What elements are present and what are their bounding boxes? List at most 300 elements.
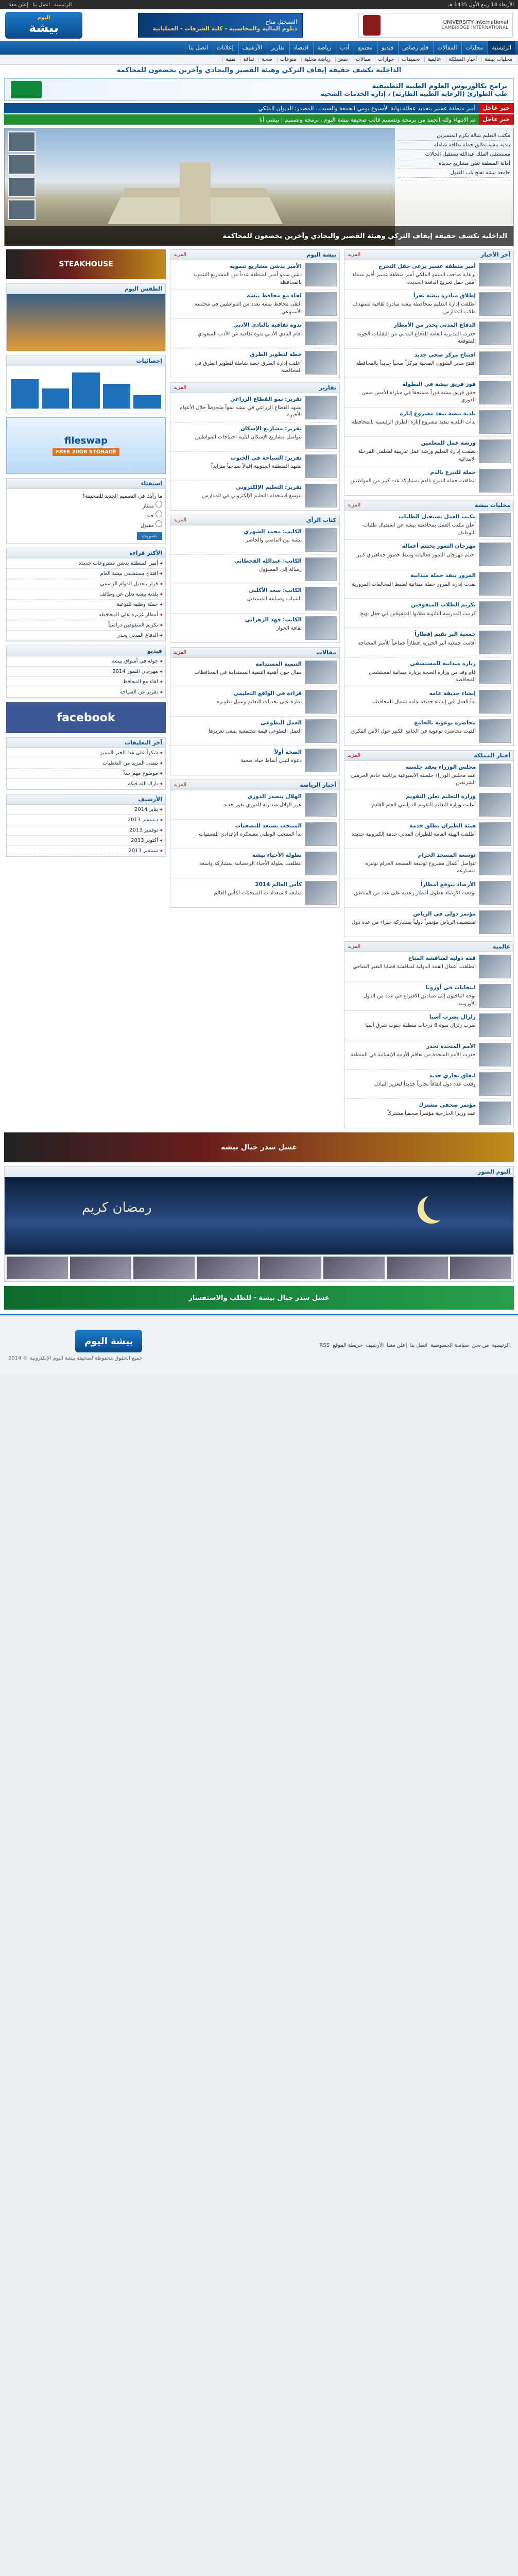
news-thumb[interactable] [479, 351, 511, 375]
news-item[interactable] [344, 569, 513, 599]
poll-question: ما رأيك في التصميم الجديد للصحيفة؟ [82, 494, 162, 499]
subnav-item[interactable]: منوعات [277, 57, 299, 62]
news-desc: رسالة إلى المسؤول [259, 567, 302, 573]
hero-side-item[interactable]: مكتب التعليم بتبالة يكرم المتميزين [398, 131, 510, 141]
news-desc: بدأ العمل في إنشاء حديقة عامة شمال المحافظة [372, 699, 476, 705]
hero-side-item[interactable]: مستشفى الملك عبدالله يستقبل الحالات [398, 150, 510, 159]
news-thumb[interactable] [479, 321, 511, 345]
news-thumb[interactable] [305, 263, 337, 286]
news-title[interactable]: ندوة ثقافية بالنادي الأدبي [233, 322, 302, 329]
news-title[interactable]: الصحة أولاً [274, 749, 302, 755]
news-text [347, 984, 476, 1008]
nav-item[interactable]: محليات [461, 41, 487, 55]
news-item[interactable] [344, 349, 513, 378]
news-item[interactable] [344, 1011, 513, 1040]
news-title[interactable]: إنشاء حديقة عامة [429, 690, 476, 697]
news-item[interactable] [344, 908, 513, 937]
news-title[interactable]: قمة دولية لمناقشة المناخ [408, 955, 476, 961]
news-title[interactable]: هيئة الطيران تطلق خدمة [409, 822, 476, 829]
news-item[interactable] [170, 658, 339, 687]
most-read-item[interactable]: ◂ تكريم المتفوقين دراسياً [7, 620, 165, 631]
news-item[interactable] [344, 511, 513, 540]
more-link[interactable]: المزيد [348, 252, 361, 258]
poll-radio[interactable] [156, 501, 162, 507]
hero-thumb[interactable] [8, 154, 36, 175]
box-header [170, 780, 339, 790]
more-link[interactable]: المزيد [348, 752, 361, 758]
gallery-thumb[interactable] [260, 1257, 321, 1279]
nav-item[interactable]: أدب [336, 41, 353, 55]
archive-item[interactable]: ◂ ديسمبر 2013 [7, 815, 165, 825]
news-desc: بدأ المنتخب الوطني معسكره الإعدادي للتصفيات [199, 832, 302, 838]
nav-item[interactable]: اتصل بنا [185, 41, 212, 55]
video-item[interactable]: ◂ جولة في أسواق بيشة [7, 656, 165, 667]
nav-item[interactable]: الأرشيف [238, 41, 266, 55]
news-item[interactable] [344, 761, 513, 790]
news-thumb[interactable] [479, 1013, 511, 1037]
news-thumb[interactable] [479, 764, 511, 787]
news-thumb[interactable] [305, 454, 337, 478]
most-read-item[interactable]: ◂ افتتاح مستشفى بيشة العام [7, 569, 165, 579]
news-thumb[interactable] [305, 616, 337, 640]
news-title[interactable]: الأرصاد تتوقع أمطاراً [420, 881, 476, 888]
news-title[interactable]: الأمم المتحدة تحذر [426, 1043, 476, 1050]
news-item[interactable] [170, 290, 339, 319]
video-item[interactable]: ◂ لقاء مع المحافظ [7, 677, 165, 687]
nav-item[interactable]: رياضة [313, 41, 335, 55]
news-text [352, 910, 476, 934]
footer-link[interactable]: من نحن [472, 1343, 489, 1349]
news-thumb[interactable] [305, 425, 337, 449]
news-thumb[interactable] [479, 572, 511, 596]
news-text [223, 793, 302, 817]
archive-list [7, 805, 165, 856]
nav-item[interactable]: إعلانات [213, 41, 237, 55]
news-thumb[interactable] [479, 543, 511, 566]
footer-link[interactable]: الأرشيف [366, 1343, 384, 1349]
news-thumb[interactable] [305, 852, 337, 875]
gallery-main-image[interactable] [5, 1177, 513, 1255]
news-item[interactable] [170, 260, 339, 290]
news-item[interactable] [170, 422, 339, 452]
video-item[interactable]: ◂ تقرير عن السياحة [7, 687, 165, 698]
most-read-item[interactable]: ◂ بلدية بيشة تعلن عن وظائف [7, 589, 165, 600]
news-desc: دشن سمو أمير المنطقة عدداً من المشاريع التنموية بالمحافظة [193, 272, 302, 285]
top-links [4, 2, 72, 8]
news-item[interactable] [344, 878, 513, 908]
hero-side-item[interactable]: بلدية بيشة تطلق حملة نظافة شاملة [398, 141, 510, 150]
subnav-item[interactable]: حوارات [375, 57, 396, 62]
facebook-widget[interactable]: facebook [6, 702, 166, 733]
footer-link[interactable]: خريطة الموقع [333, 1343, 363, 1349]
archive-item[interactable]: ◂ سبتمبر 2013 [7, 846, 165, 856]
gallery-thumb[interactable] [450, 1257, 511, 1279]
honey-ad[interactable]: عسل سدر جبال بيشة [4, 1132, 514, 1162]
comment-item[interactable]: ◂ موضوع مهم جداً [7, 769, 165, 779]
news-text [217, 690, 302, 714]
news-item[interactable] [170, 820, 339, 849]
more-link[interactable]: المزيد [174, 517, 187, 523]
nav-item[interactable]: مجتمع [354, 41, 376, 55]
archive-item[interactable]: ◂ أكتوبر 2013 [7, 836, 165, 846]
top-link[interactable]: اتصل بنا [32, 2, 50, 8]
news-text [173, 351, 302, 375]
subnav-item[interactable]: شعر [335, 57, 351, 62]
video-item[interactable]: ◂ مهرجان التمور 2014 [7, 667, 165, 677]
most-read-item[interactable]: ◂ أمطار غزيرة على المحافظة [7, 610, 165, 620]
news-title[interactable]: الكاتب: عبدالله القحطاني [234, 557, 302, 564]
top-headline[interactable]: الداخلية تكشف حقيقة إيقاف التركي وهيئة القصير والبجادي وآخرين يخضعون للمحاكمة [0, 65, 518, 76]
news-desc: يشهد القطاع الزراعي في بيشة نمواً ملحوظاً خلال الأعوام الأخيرة [179, 404, 302, 418]
news-title[interactable]: لقاء مع محافظ بيشة [247, 293, 302, 299]
subnav-item[interactable]: رياضة محلية [301, 57, 333, 62]
breaking-ticker-1[interactable] [4, 103, 514, 113]
site-logo[interactable] [5, 12, 82, 39]
news-title[interactable]: مكتب العمل يستقبل الطلبات [399, 514, 476, 520]
news-thumb[interactable] [305, 881, 337, 905]
news-item[interactable] [344, 319, 513, 348]
news-thumb[interactable] [479, 793, 511, 817]
news-item[interactable] [344, 952, 513, 981]
news-item[interactable] [344, 981, 513, 1011]
footer-link[interactable]: اتصل بنا [410, 1343, 428, 1349]
news-text [352, 410, 476, 434]
subnav-item[interactable]: تحقيقات [399, 57, 422, 62]
news-item[interactable] [344, 378, 513, 408]
hero-slider[interactable] [4, 128, 514, 246]
news-title[interactable]: حملة للتبرع بالدم [430, 469, 476, 476]
news-item[interactable] [170, 584, 339, 614]
news-title[interactable]: الكاتب: فهد الزهراني [245, 616, 302, 623]
gallery-thumb[interactable] [70, 1257, 131, 1279]
hero-side-item[interactable]: أمانة المنطقة تعلن مشاريع جديدة [398, 159, 510, 168]
news-title[interactable]: انتخابات في أوروبا [425, 984, 476, 991]
news-thumb[interactable] [305, 292, 337, 316]
news-desc: اختتم مهرجان التمور فعالياته وسط حضور جماهيري كبير [357, 552, 476, 558]
news-item[interactable] [344, 1040, 513, 1070]
footer-link[interactable]: الرئيسية [492, 1343, 510, 1349]
news-title[interactable]: تقرير: السياحة في الجنوب [230, 454, 302, 461]
news-thumb[interactable] [479, 955, 511, 978]
comments-box [6, 737, 166, 790]
news-item[interactable] [344, 687, 513, 717]
news-thumb[interactable] [479, 690, 511, 714]
subnav-item[interactable]: تقنية [222, 57, 238, 62]
poll-box [6, 478, 166, 544]
news-thumb[interactable] [479, 631, 511, 654]
news-item[interactable] [170, 849, 339, 878]
news-text [372, 793, 476, 817]
news-item[interactable] [344, 290, 513, 319]
news-thumb[interactable] [479, 719, 511, 743]
most-read-item[interactable]: ◂ قرار بتعديل الدوام الرسمي [7, 579, 165, 589]
gallery-thumb[interactable] [133, 1257, 195, 1279]
news-item[interactable] [344, 628, 513, 657]
more-link[interactable]: المزيد [174, 252, 187, 258]
news-item[interactable] [170, 393, 339, 422]
news-item[interactable] [170, 348, 339, 377]
fileswap-ad[interactable] [6, 417, 166, 474]
news-title[interactable]: زيارة ميدانية للمستشفى [410, 660, 476, 667]
news-title[interactable]: العمل التطوعي [261, 719, 302, 726]
news-text [347, 660, 476, 684]
news-title[interactable]: افتتاح مركز صحي جديد [414, 351, 476, 358]
news-thumb[interactable] [305, 719, 337, 743]
hero-caption[interactable]: الداخلية تكشف حقيقة إيقاف التركي وهيئة القصير والبجادي وآخرين يخضعون للمحاكمة [5, 226, 513, 246]
news-thumb[interactable] [479, 513, 511, 537]
news-item[interactable] [170, 555, 339, 584]
subnav-item[interactable]: محليات بيشة [481, 57, 515, 62]
more-link[interactable]: المزيد [174, 782, 187, 788]
news-thumb[interactable] [479, 1101, 511, 1125]
news-thumb[interactable] [305, 528, 337, 552]
news-title[interactable]: مجلس الوزراء يعقد جلسته [405, 764, 476, 770]
news-thumb[interactable] [305, 351, 337, 375]
middle-column [170, 249, 340, 1132]
news-title[interactable]: بلدية بيشة تنفذ مشروع إنارة [400, 410, 476, 417]
news-item[interactable] [344, 820, 513, 849]
news-item[interactable] [344, 260, 513, 290]
news-item[interactable] [170, 878, 339, 907]
news-thumb[interactable] [305, 793, 337, 817]
box-header [344, 942, 513, 952]
news-thumb[interactable] [479, 469, 511, 493]
news-thumb[interactable] [305, 321, 337, 345]
news-text [199, 822, 302, 846]
poll-radio[interactable] [156, 511, 162, 517]
news-title[interactable]: إطلاق مبادرة بيشة تقرأ [413, 293, 476, 299]
news-thumb[interactable] [305, 557, 337, 581]
most-read-item[interactable]: ◂ حملة وطنية للتوعية [7, 600, 165, 610]
news-item[interactable] [344, 717, 513, 745]
news-thumb[interactable] [479, 852, 511, 875]
gallery-thumb[interactable] [323, 1257, 385, 1279]
news-thumb[interactable] [479, 263, 511, 286]
poll-option[interactable] [10, 511, 162, 519]
news-thumb[interactable] [305, 822, 337, 846]
news-item[interactable] [344, 466, 513, 495]
nav-item[interactable]: الرئيسية [488, 41, 515, 55]
news-desc: توجه الناخبون إلى صناديق الاقتراع في عدد من الدول الأوروبية [363, 993, 476, 1007]
footer-link[interactable]: RSS [319, 1343, 330, 1349]
footer-link[interactable]: سياسة الخصوصية [430, 1343, 469, 1349]
comment-item[interactable]: ◂ نتمنى المزيد من التغطيات [7, 758, 165, 769]
news-text [347, 321, 476, 345]
stats-chart [7, 366, 165, 413]
archive-item[interactable]: ◂ نوفمبر 2013 [7, 825, 165, 836]
hero-thumb[interactable] [8, 131, 36, 152]
stats-title: إحصائيات [7, 356, 165, 366]
more-link[interactable]: المزيد [174, 384, 187, 391]
news-thumb[interactable] [305, 396, 337, 419]
gallery-thumb[interactable] [7, 1257, 68, 1279]
more-link[interactable]: المزيد [348, 943, 361, 950]
subnav-item[interactable]: مقالات [353, 57, 373, 62]
news-title[interactable]: مهرجان التمور يختتم أعماله [402, 543, 476, 550]
steakhouse-ad[interactable]: STEAKHOUSE [6, 249, 166, 279]
news-text [211, 454, 302, 478]
news-title[interactable]: التنمية المستدامة [255, 660, 302, 667]
subnav-item[interactable]: عالمية [424, 57, 443, 62]
news-thumb[interactable] [305, 587, 337, 611]
news-thumb[interactable] [305, 690, 337, 714]
news-title[interactable]: تقرير: التعليم الإلكتروني [236, 484, 302, 490]
poll-vote-button[interactable]: تصويت [137, 532, 162, 540]
news-title[interactable]: الكاتب: سعد الأكلبي [248, 587, 302, 594]
news-item[interactable] [344, 790, 513, 820]
promo-sub: طب الطوارئ (الرعاية الطبية الطارئة) ، إدارة الخدمات الصحية [320, 90, 507, 97]
nav-item[interactable]: تقارير [267, 41, 288, 55]
news-title[interactable]: مؤتمر صحفي مشترك [418, 1102, 476, 1109]
video-list [7, 656, 165, 698]
news-thumb[interactable] [305, 749, 337, 772]
news-item[interactable] [170, 614, 339, 642]
hero-side-item[interactable]: جامعة بيشة تفتح باب القبول [398, 168, 510, 178]
news-item[interactable] [344, 540, 513, 569]
news-thumb[interactable] [479, 822, 511, 846]
news-thumb[interactable] [479, 439, 511, 463]
news-title[interactable]: توسعة المسجد الحرام [418, 852, 476, 858]
comment-item[interactable]: ◂ بارك الله فيكم [7, 779, 165, 789]
logo-sub: اليوم [37, 15, 50, 21]
footer-copyright: جميع الحقوق محفوظة لصحيفة بيشة اليوم الإلكترونية © 2014 [8, 1355, 143, 1362]
header-banner-ad[interactable] [138, 13, 303, 38]
news-title[interactable]: بطولة الأحياء بيشة [252, 852, 302, 858]
news-text [244, 528, 302, 552]
nav-item[interactable]: فيديو [377, 41, 397, 55]
news-thumb[interactable] [305, 484, 337, 507]
poll-radio[interactable] [156, 520, 162, 527]
news-item[interactable] [344, 599, 513, 628]
news-title[interactable]: جمعية البر تقيم إفطاراً [415, 631, 476, 638]
news-item[interactable] [170, 790, 339, 820]
news-title[interactable]: الأمير يدشن مشاريع تنموية [230, 263, 302, 269]
nav-item[interactable]: المقالات [433, 41, 460, 55]
box-header [170, 250, 339, 260]
news-item[interactable] [344, 657, 513, 687]
poll-option[interactable] [10, 520, 162, 529]
news-item[interactable] [170, 481, 339, 510]
top-link[interactable]: إعلن معنا [8, 2, 29, 8]
gallery-thumb[interactable] [387, 1257, 448, 1279]
news-title[interactable]: قراءة في الواقع التعليمي [233, 690, 302, 697]
subnav-item[interactable]: أخبار المملكة [446, 57, 480, 62]
news-item[interactable] [344, 437, 513, 466]
news-item[interactable] [170, 319, 339, 348]
gallery-thumb[interactable] [197, 1257, 258, 1279]
university-ad[interactable] [358, 13, 513, 38]
footer-ad[interactable]: عسل سدر جبال بيشة - للطلب والاستفسار [4, 1286, 514, 1310]
subnav-item[interactable]: صحة [258, 57, 274, 62]
subnav-item[interactable]: ثقافة [240, 57, 256, 62]
news-thumb[interactable] [479, 381, 511, 404]
news-thumb[interactable] [479, 601, 511, 625]
uni-crest-icon [363, 15, 381, 36]
news-title[interactable]: المرور ينفذ حملة ميدانية [410, 572, 476, 579]
news-title[interactable]: اتفاق تجاري جديد [429, 1073, 476, 1079]
news-item[interactable] [344, 1099, 513, 1128]
footer-logo[interactable]: بيشة اليوم [75, 1330, 142, 1352]
news-thumb[interactable] [305, 660, 337, 684]
news-thumb[interactable] [479, 881, 511, 905]
footer-link[interactable]: إعلن معنا [387, 1343, 407, 1349]
news-thumb[interactable] [479, 410, 511, 434]
fileswap-badge: FREE 20GB STORAGE [53, 448, 119, 456]
more-link[interactable]: المزيد [174, 649, 187, 655]
more-link[interactable]: المزيد [348, 502, 361, 509]
archive-item[interactable]: ◂ يناير 2014 [7, 805, 165, 815]
comment-item[interactable]: ◂ شكراً على هذا الخبر المميز [7, 748, 165, 758]
news-desc: أعلن مكتب العمل بمحافظة بيشة عن استقبال طلبات التوظيف [362, 522, 476, 536]
promo-banner[interactable] [4, 78, 514, 101]
news-title[interactable]: خطة لتطوير الطرق [250, 351, 302, 358]
footer [0, 1314, 518, 1376]
news-title[interactable]: الدفاع المدني يحذر من الأمطار [393, 322, 476, 329]
nav-item[interactable]: اقتصاد [289, 41, 312, 55]
news-title[interactable]: وزارة التعليم تعلن التقويم [406, 793, 476, 800]
news-item[interactable] [344, 1070, 513, 1099]
news-thumb[interactable] [479, 1043, 511, 1066]
top-link[interactable]: الرئيسية [54, 2, 72, 8]
news-title[interactable]: المنتخب يستعد للتصفيات [235, 822, 302, 829]
news-title[interactable]: تكريم الطلاب المتفوقين [411, 602, 476, 608]
news-thumb[interactable] [479, 910, 511, 934]
news-thumb[interactable] [479, 660, 511, 684]
uni-sub: CAMBRIDGE INTERNATIONAL [441, 25, 508, 30]
news-thumb[interactable] [479, 1072, 511, 1096]
news-item[interactable] [170, 452, 339, 481]
news-title[interactable]: الكاتب: محمد الشهري [244, 528, 302, 535]
news-thumb[interactable] [479, 292, 511, 316]
nav-item[interactable]: قلم رصاص [398, 41, 432, 55]
news-text [374, 1072, 476, 1096]
hero-thumb[interactable] [8, 177, 36, 197]
news-item[interactable] [344, 849, 513, 878]
archive-title: الأرشيف [7, 794, 165, 805]
hero-thumb[interactable] [8, 199, 36, 220]
news-desc: ضرب زلزال بقوة 6 درجات منطقة جنوب شرق آسيا [365, 1023, 476, 1029]
news-title[interactable]: زلزال يضرب آسيا [429, 1014, 476, 1021]
news-thumb[interactable] [479, 984, 511, 1008]
news-title[interactable]: مؤتمر دولي في الرياض [413, 910, 476, 917]
news-title[interactable]: أمير منطقة عسير يرعى حفل التخرج [378, 263, 476, 269]
news-desc: ثقافة الحوار [276, 625, 302, 632]
news-desc: مقال حول أهمية التنمية المستدامة في المحافظات [194, 670, 302, 676]
breaking-ticker-2[interactable] [4, 114, 514, 125]
news-item[interactable] [344, 408, 513, 437]
news-title[interactable]: كأس العالم 2014 [255, 881, 302, 888]
news-title[interactable]: ورشة عمل للمعلمين [421, 439, 476, 446]
news-item[interactable] [170, 687, 339, 717]
news-text [173, 263, 302, 286]
news-item[interactable] [170, 746, 339, 775]
ticker-text: تم الانتهاء ولله الحمد من برمجة وتصميم قالب صحيفة بيشة اليوم.. برمجة وتصميم : بيشي أنا [259, 116, 476, 123]
news-text [234, 557, 302, 581]
most-read-item[interactable]: ◂ أمير المنطقة يدشن مشروعات جديدة [7, 558, 165, 569]
news-desc: أعلنت وزارة التعليم التقويم الدراسي للعام القادم [371, 802, 476, 808]
news-title[interactable]: تقرير: نمو القطاع الزراعي [230, 396, 302, 402]
news-item[interactable] [170, 526, 339, 555]
news-title[interactable]: الهلال يتصدر الدوري [247, 793, 302, 800]
news-text [247, 587, 302, 611]
box-header [344, 751, 513, 761]
news-title[interactable]: تقرير: مشاريع الإسكان [240, 425, 302, 432]
news-title[interactable]: محاضرة توعوية بالجامع [414, 719, 476, 726]
poll-option[interactable] [10, 501, 162, 509]
most-read-item[interactable]: ◂ الدفاع المدني يحذر [7, 631, 165, 641]
news-item[interactable] [170, 717, 339, 746]
news-title[interactable]: فوز فريق بيشة في البطولة [402, 381, 476, 387]
